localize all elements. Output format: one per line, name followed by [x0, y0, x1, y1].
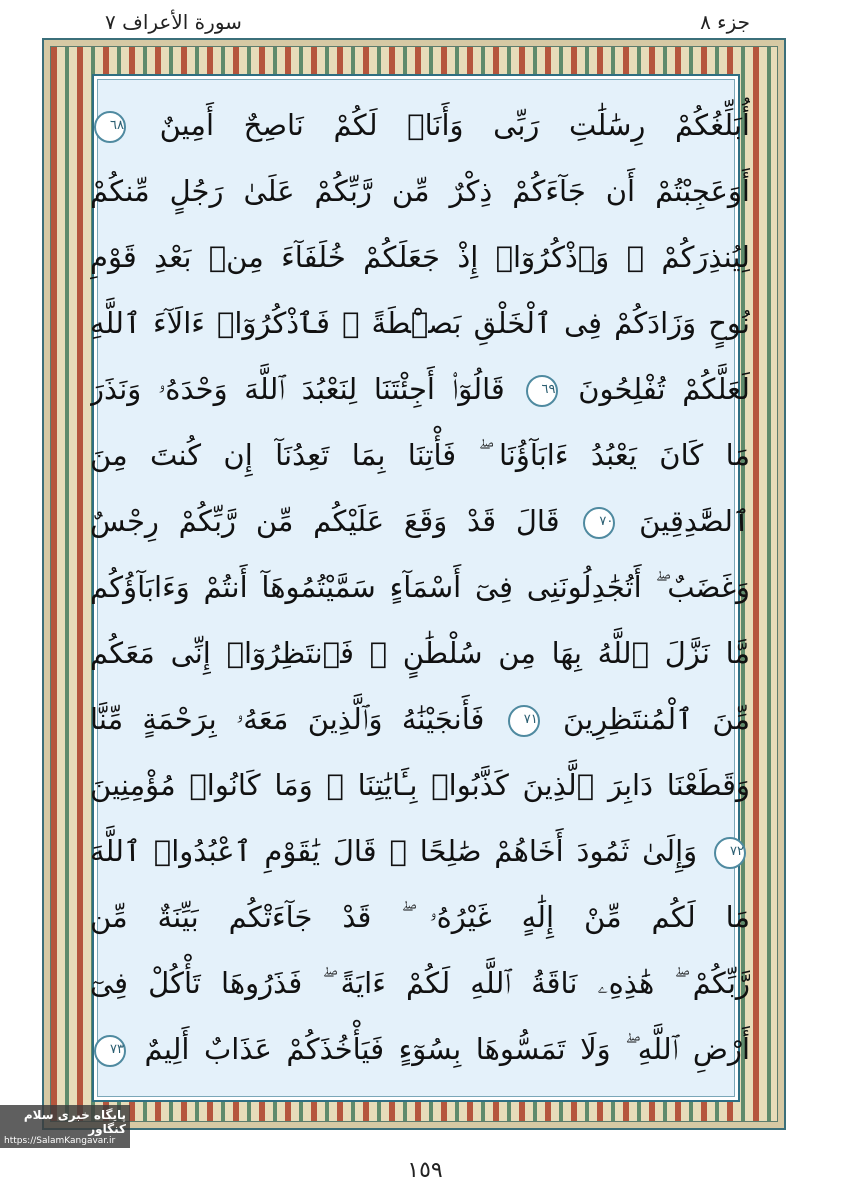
ayah-number-marker: ٧٣	[94, 1035, 126, 1067]
verse-line	[90, 818, 750, 884]
verse-line	[90, 224, 750, 290]
verse-line	[90, 554, 750, 620]
juz-label: جزء ٨	[700, 10, 750, 34]
ayah-number-marker: ٧٢	[714, 837, 746, 869]
verse-text: مَّا نَزَّلَ ٱللَّهُ بِهَا مِن سُلْطَٰنٍ ۚ فَٱنتَظِرُوٓا۟ إِنِّى مَعَكُم	[90, 636, 750, 670]
watermark-title: پایگاه خبری سلام کنگاور	[23, 1108, 126, 1136]
ayah-number-marker: ٦٨	[94, 111, 126, 143]
page-number: ١٥٩	[407, 1158, 443, 1183]
surah-title: سورة الأعراف ٧	[105, 10, 242, 34]
verse-text: أَوَعَجِبْتُمْ أَن جَآءَكُمْ ذِكْرٌ مِّن رَّبِّكُمْ عَلَىٰ رَجُلٍ مِّنكُمْ	[90, 174, 750, 208]
verse-line	[90, 884, 750, 950]
verse-line	[90, 752, 750, 818]
verse-text: نُوحٍ وَزَادَكُمْ فِى ٱلْخَلْقِ بَصْۜطَةً ۖ فَٱذْكُرُوٓا۟ ءَالَآءَ ٱللَّهِ	[90, 306, 750, 340]
verse-text: لَعَلَّكُمْ تُفْلِحُونَ	[578, 372, 750, 406]
verse-text: وَغَضَبٌ ۖ أَتُجَٰدِلُونَنِى فِىٓ أَسْمَآءٍ سَمَّيْتُمُوهَآ أَنتُمْ وَءَابَآؤُكُم	[90, 570, 750, 604]
verse-line	[90, 620, 750, 686]
verse-line	[90, 290, 750, 356]
watermark-url: https://SalamKangavar.ir	[4, 1136, 116, 1146]
verse-line	[90, 686, 750, 752]
verse-text: قَالَ قَدْ وَقَعَ عَلَيْكُم مِّن رَّبِّكُمْ رِجْسٌ	[90, 504, 560, 538]
verse-text: وَقَطَعْنَا دَابِرَ ٱلَّذِينَ كَذَّبُوا۟ بِـَٔايَٰتِنَا ۖ وَمَا كَانُوا۟ مُؤْمِنِينَ	[90, 768, 750, 802]
quran-text	[90, 92, 750, 1108]
verse-text: قَالُوٓا۟ أَجِئْتَنَا لِنَعْبُدَ ٱللَّهَ وَحْدَهُۥ وَنَذَرَ	[90, 372, 505, 406]
ayah-number-marker: ٦٩	[526, 375, 558, 407]
verse-text: أُبَلِّغُكُمْ رِسَٰلَٰتِ رَبِّى وَأَنَا۠ لَكُمْ نَاصِحٌ أَمِينٌ	[159, 108, 750, 142]
verse-line	[90, 1016, 750, 1082]
verse-text: فَأَنجَيْنَٰهُ وَٱلَّذِينَ مَعَهُۥ بِرَحْمَةٍ مِّنَّا	[90, 702, 485, 736]
verse-text: مَا لَكُم مِّنْ إِلَٰهٍ غَيْرُهُۥ ۖ قَدْ جَآءَتْكُم بَيِّنَةٌ مِّن	[90, 900, 750, 934]
verse-text: مَا كَانَ يَعْبُدُ ءَابَآؤُنَا ۖ فَأْتِنَا بِمَا تَعِدُنَآ إِن كُنتَ مِنَ	[90, 438, 750, 472]
watermark	[0, 1105, 130, 1148]
verse-line	[90, 92, 750, 158]
verse-text: لِيُنذِرَكُمْ ۚ وَٱذْكُرُوٓا۟ إِذْ جَعَلَكُمْ خُلَفَآءَ مِنۢ بَعْدِ قَوْمِ	[90, 240, 750, 274]
verse-text: رَّبِّكُمْ ۖ هَٰذِهِۦ نَاقَةُ ٱللَّهِ لَكُمْ ءَايَةً ۖ فَذَرُوهَا تَأْكُلْ فِىٓ	[90, 966, 750, 1000]
verse-text: ٱلصَّٰدِقِينَ	[639, 504, 750, 538]
verse-line	[90, 356, 750, 422]
verse-line	[90, 488, 750, 554]
verse-text: مِّنَ ٱلْمُنتَظِرِينَ	[563, 702, 750, 736]
verse-line	[90, 422, 750, 488]
verse-text: أَرْضِ ٱللَّهِ ۖ وَلَا تَمَسُّوهَا بِسُوٓءٍ فَيَأْخُذَكُمْ عَذَابٌ أَلِيمٌ	[144, 1032, 750, 1066]
verse-text: وَإِلَىٰ ثَمُودَ أَخَاهُمْ صَٰلِحًا ۗ قَالَ يَٰقَوْمِ ٱعْبُدُوا۟ ٱللَّهَ	[90, 834, 698, 868]
ayah-number-marker: ٧٠	[583, 507, 615, 539]
ayah-number-marker: ٧١	[508, 705, 540, 737]
verse-line	[90, 950, 750, 1016]
verse-line	[90, 158, 750, 224]
